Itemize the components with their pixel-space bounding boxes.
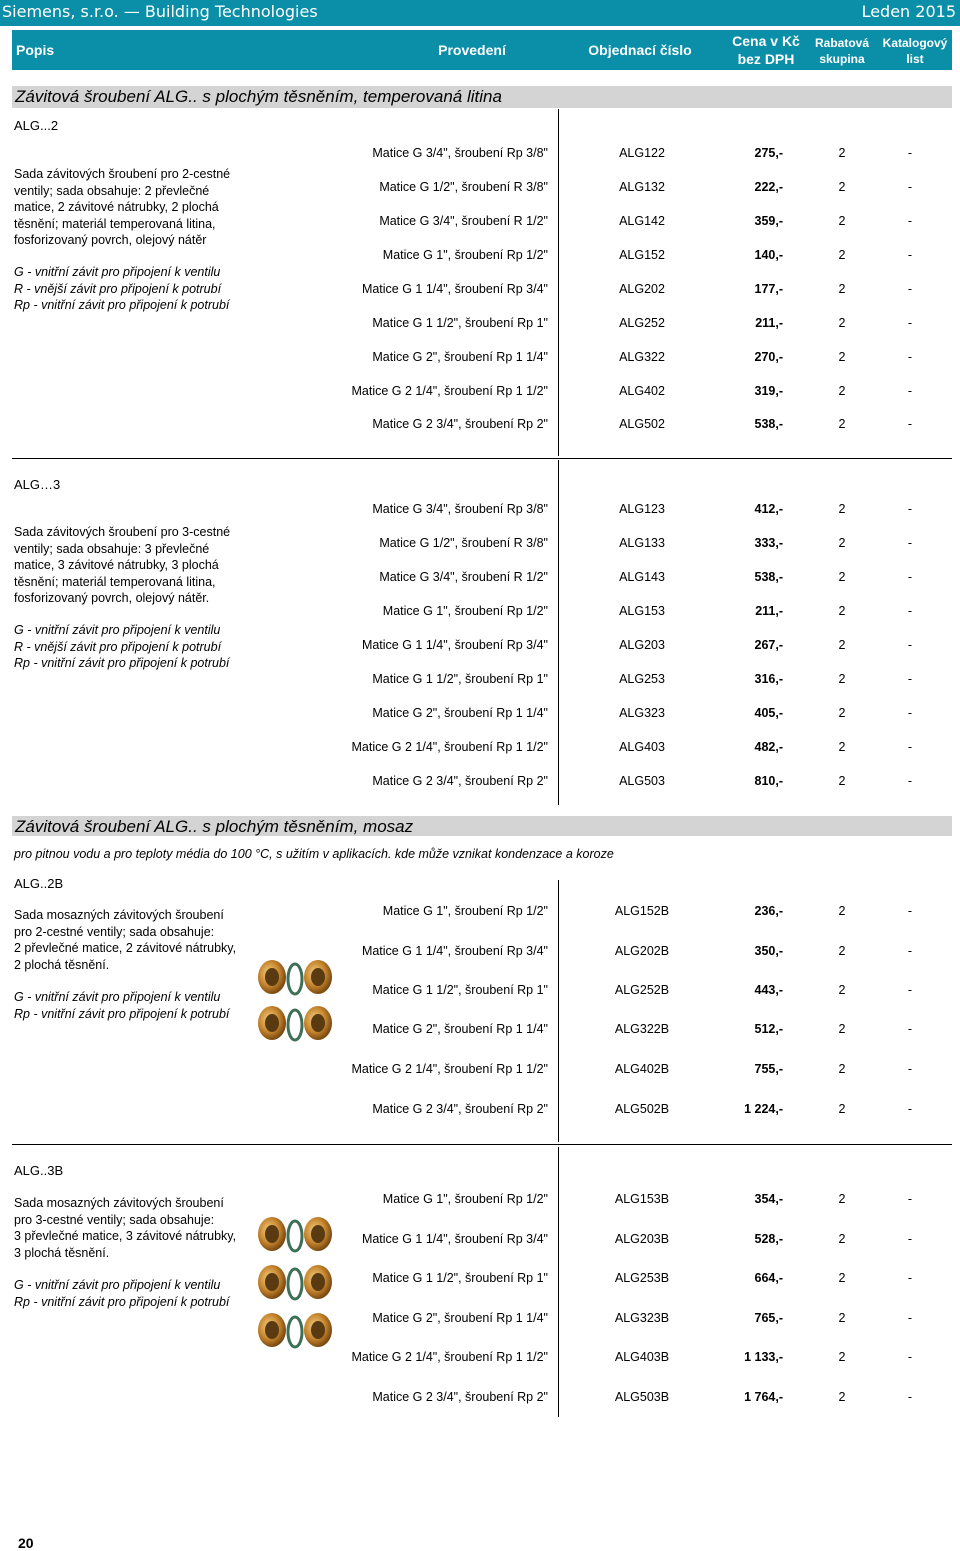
provedeni-cell: Matice G 2", šroubení Rp 1 1/4" — [372, 1022, 548, 1036]
price-cell: 319,- — [754, 384, 783, 398]
gasket-icon — [288, 964, 302, 994]
order-number-cell: ALG123 — [619, 502, 665, 516]
desc-line: těsnění; materiál temperovaná litina, — [14, 216, 216, 231]
price-cell: 1 224,- — [744, 1102, 783, 1116]
col-cena-1: Cena v Kč — [732, 33, 800, 49]
order-number-cell: ALG152B — [614, 904, 670, 918]
order-number-cell: ALG402 — [619, 384, 665, 398]
provedeni-cell: Matice G 2 3/4", šroubení Rp 2" — [372, 1102, 548, 1116]
catalog-sheet-cell: - — [907, 1311, 913, 1325]
thread-legend — [14, 1277, 229, 1310]
provedeni-cell: Matice G 1 1/4", šroubení Rp 3/4" — [361, 944, 548, 958]
order-number-cell: ALG323 — [619, 706, 665, 720]
order-number-cell: ALG203B — [614, 1232, 670, 1246]
catalog-sheet-cell: - — [907, 672, 913, 686]
desc-line: ventily; sada obsahuje: 3 převlečné — [14, 541, 210, 556]
gasket-icon — [288, 1221, 302, 1251]
thread-legend — [14, 622, 229, 672]
order-number-cell: ALG322B — [614, 1022, 670, 1036]
order-number-cell: ALG323B — [614, 1311, 670, 1325]
group-description — [14, 907, 236, 973]
discount-group-cell: 2 — [838, 604, 846, 618]
order-number-cell: ALG143 — [619, 570, 665, 584]
col-rabat-1: Rabatová — [814, 36, 870, 50]
discount-group-cell: 2 — [838, 983, 846, 997]
provedeni-cell: Matice G 2 1/4", šroubení Rp 1 1/2" — [351, 1350, 548, 1364]
catalog-sheet-cell: - — [907, 774, 913, 788]
top-bar — [0, 0, 960, 26]
catalog-sheet-cell: - — [907, 536, 913, 550]
order-number-cell: ALG152 — [619, 248, 665, 262]
price-cell: 528,- — [754, 1232, 783, 1246]
desc-line: fosforizovaný povrch, olejový nátěr — [14, 233, 207, 248]
price-cell: 512,- — [754, 1022, 783, 1036]
provedeni-cell: Matice G 2 3/4", šroubení Rp 2" — [372, 1390, 548, 1404]
divider-col — [558, 460, 559, 805]
provedeni-cell: Matice G 3/4", šroubení R 1/2" — [379, 570, 548, 584]
price-cell: 267,- — [754, 638, 783, 652]
provedeni-cell: Matice G 2 1/4", šroubení Rp 1 1/2" — [351, 740, 548, 754]
section-note: pro pitnou vodu a pro teploty média do 100 °C, s užitím v aplikacích. kde může vznikat kondenzace a koroze — [14, 847, 614, 861]
company-name: Siemens, s.r.o. — Building Technologies — [2, 2, 318, 21]
provedeni-cell: Matice G 1 1/2", šroubení Rp 1" — [372, 1271, 548, 1285]
provedeni-cell: Matice G 2 1/4", šroubení Rp 1 1/2" — [351, 384, 548, 398]
catalog-sheet-cell: - — [907, 1232, 913, 1246]
price-cell: 333,- — [754, 536, 783, 550]
brass-nipple-icon — [304, 1313, 332, 1347]
order-number-cell: ALG202 — [619, 282, 665, 296]
thread-legend — [14, 264, 229, 314]
price-cell: 211,- — [755, 604, 783, 618]
provedeni-cell: Matice G 2 3/4", šroubení Rp 2" — [372, 417, 548, 431]
legend-line: G - vnitřní závit pro připojení k ventilu — [14, 623, 221, 637]
desc-line: Sada závitových šroubení pro 2-cestné — [14, 167, 231, 181]
catalog-sheet-cell: - — [907, 604, 913, 618]
legend-line: Rp - vnitřní závit pro připojení k potrubí — [14, 1006, 230, 1021]
provedeni-cell: Matice G 3/4", šroubení Rp 3/8" — [372, 502, 548, 516]
order-number-cell: ALG403 — [619, 740, 665, 754]
provedeni-cell: Matice G 1 1/4", šroubení Rp 3/4" — [361, 1232, 548, 1246]
order-number-cell: ALG502 — [619, 417, 665, 431]
provedeni-cell: Matice G 1 1/4", šroubení Rp 3/4" — [361, 638, 548, 652]
legend-line: Rp - vnitřní závit pro připojení k potrubí — [14, 656, 230, 671]
order-number-cell: ALG322 — [619, 350, 665, 364]
catalog-sheet-cell: - — [907, 1350, 913, 1364]
catalog-sheet-cell: - — [907, 1390, 913, 1404]
catalog-sheet-cell: - — [907, 904, 913, 918]
legend-line: G - vnitřní závit pro připojení k ventilu — [14, 265, 221, 279]
discount-group-cell: 2 — [838, 1102, 846, 1116]
provedeni-cell: Matice G 1/2", šroubení R 3/8" — [379, 180, 548, 194]
discount-group-cell: 2 — [838, 1350, 846, 1364]
order-number-cell: ALG402B — [614, 1062, 670, 1076]
catalog-sheet-cell: - — [907, 384, 913, 398]
group-description — [14, 166, 230, 249]
order-number-cell: ALG133 — [619, 536, 665, 550]
desc-line: 3 převlečné matice, 3 závitové nátrubky, — [14, 1229, 237, 1244]
provedeni-cell: Matice G 1 1/2", šroubení Rp 1" — [372, 983, 548, 997]
discount-group-cell: 2 — [838, 502, 846, 516]
catalog-sheet-cell: - — [907, 502, 913, 516]
brass-nut-icon — [258, 1313, 286, 1347]
price-cell: 350,- — [754, 944, 783, 958]
catalog-sheet-cell: - — [907, 146, 913, 160]
gasket-icon — [288, 1317, 302, 1347]
brass-nut-icon — [258, 1217, 286, 1251]
row-divider — [12, 458, 952, 459]
provedeni-cell: Matice G 1 1/2", šroubení Rp 1" — [372, 316, 548, 330]
provedeni-cell: Matice G 2", šroubení Rp 1 1/4" — [372, 350, 548, 364]
provedeni-cell: Matice G 2", šroubení Rp 1 1/4" — [372, 706, 548, 720]
discount-group-cell: 2 — [838, 904, 846, 918]
discount-group-cell: 2 — [838, 570, 846, 584]
brass-nut-icon — [258, 1265, 286, 1299]
fitting-product-image — [255, 1214, 335, 1352]
group-code: ALG..3B — [14, 1163, 64, 1178]
discount-group-cell: 2 — [838, 146, 846, 160]
order-number-cell: ALG503B — [614, 1390, 670, 1404]
discount-group-cell: 2 — [838, 638, 846, 652]
price-cell: 316,- — [754, 672, 783, 686]
order-number-cell: ALG403B — [614, 1350, 670, 1364]
group-code: ALG..2B — [14, 876, 64, 891]
price-cell: 177,- — [754, 282, 783, 296]
provedeni-cell: Matice G 1 1/4", šroubení Rp 3/4" — [361, 282, 548, 296]
desc-line: matice, 3 závitové nátrubky, 3 plochá — [14, 558, 219, 573]
discount-group-cell: 2 — [838, 1062, 846, 1076]
catalog-sheet-cell: - — [907, 417, 913, 431]
thread-legend — [14, 989, 229, 1022]
order-number-cell: ALG122 — [619, 146, 665, 160]
catalog-sheet-cell: - — [907, 1062, 913, 1076]
catalog-sheet-cell: - — [907, 638, 913, 652]
catalog-sheet-cell: - — [907, 983, 913, 997]
catalog-sheet-cell: - — [907, 570, 913, 584]
col-katalog-1: Katalogový — [882, 36, 948, 50]
price-cell: 538,- — [754, 417, 783, 431]
discount-group-cell: 2 — [838, 316, 846, 330]
discount-group-cell: 2 — [838, 214, 846, 228]
discount-group-cell: 2 — [838, 417, 846, 431]
desc-line: 3 plochá těsnění. — [14, 1245, 110, 1260]
discount-group-cell: 2 — [838, 1192, 846, 1206]
col-katalog-2: list — [906, 52, 924, 66]
discount-group-cell: 2 — [838, 1271, 846, 1285]
provedeni-cell: Matice G 1", šroubení Rp 1/2" — [382, 604, 548, 618]
price-cell: 412,- — [754, 502, 783, 516]
catalog-sheet-cell: - — [907, 1192, 913, 1206]
price-cell: 755,- — [754, 1062, 783, 1076]
discount-group-cell: 2 — [838, 1390, 846, 1404]
provedeni-cell: Matice G 1/2", šroubení R 3/8" — [379, 536, 548, 550]
col-provedeni: Provedení — [438, 42, 506, 58]
desc-line: Sada závitových šroubení pro 3-cestné — [14, 525, 231, 539]
provedeni-cell: Matice G 1 1/2", šroubení Rp 1" — [372, 672, 548, 686]
divider-col — [558, 880, 559, 1142]
desc-line: pro 2-cestné ventily; sada obsahuje: — [14, 924, 215, 939]
discount-group-cell: 2 — [838, 1022, 846, 1036]
col-cena-2: bez DPH — [737, 51, 795, 67]
catalog-sheet-cell: - — [907, 944, 913, 958]
group-description — [14, 1195, 236, 1261]
col-popis: Popis — [16, 42, 55, 58]
group-description — [14, 524, 230, 607]
discount-group-cell: 2 — [838, 1232, 846, 1246]
brass-nipple-icon — [304, 1217, 332, 1251]
brass-nut-icon — [258, 1006, 286, 1040]
catalog-sheet-cell: - — [907, 1271, 913, 1285]
desc-line: Sada mosazných závitových šroubení — [14, 908, 224, 922]
catalog-sheet-cell: - — [907, 1102, 913, 1116]
provedeni-cell: Matice G 3/4", šroubení R 1/2" — [379, 214, 548, 228]
price-cell: 664,- — [754, 1271, 783, 1285]
discount-group-cell: 2 — [838, 1311, 846, 1325]
catalog-sheet-cell: - — [907, 350, 913, 364]
row-divider — [12, 1144, 952, 1145]
discount-group-cell: 2 — [838, 706, 846, 720]
col-rabat-2: skupina — [819, 52, 865, 66]
discount-group-cell: 2 — [838, 180, 846, 194]
price-cell: 270,- — [754, 350, 783, 364]
document-date: Leden 2015 — [861, 2, 956, 21]
order-number-cell: ALG202B — [614, 944, 670, 958]
discount-group-cell: 2 — [838, 248, 846, 262]
price-cell: 275,- — [754, 146, 783, 160]
desc-line: fosforizovaný povrch, olejový nátěr. — [14, 591, 210, 606]
desc-line: ventily; sada obsahuje: 2 převlečné — [14, 183, 210, 198]
section-title-text: Závitová šroubení ALG.. s plochým těsněním, temperovaná litina — [15, 87, 502, 106]
provedeni-cell: Matice G 2 1/4", šroubení Rp 1 1/2" — [351, 1062, 548, 1076]
gasket-icon — [288, 1269, 302, 1299]
price-cell: 810,- — [754, 774, 783, 788]
catalog-sheet-cell: - — [907, 282, 913, 296]
brass-nipple-icon — [304, 1006, 332, 1040]
price-cell: 236,- — [754, 904, 783, 918]
legend-line: G - vnitřní závit pro připojení k ventilu — [14, 1278, 221, 1292]
price-cell: 1 764,- — [744, 1390, 783, 1404]
order-number-cell: ALG252B — [614, 983, 670, 997]
price-cell: 354,- — [754, 1192, 783, 1206]
table-header — [12, 30, 952, 70]
desc-line: 2 plochá těsnění. — [14, 957, 110, 972]
divider-col — [558, 1147, 559, 1417]
gasket-icon — [288, 1010, 302, 1040]
order-number-cell: ALG253 — [619, 672, 665, 686]
provedeni-cell: Matice G 1", šroubení Rp 1/2" — [382, 1192, 548, 1206]
order-number-cell: ALG153 — [619, 604, 665, 618]
order-number-cell: ALG203 — [619, 638, 665, 652]
section-title-litina — [12, 86, 952, 108]
discount-group-cell: 2 — [838, 350, 846, 364]
catalog-sheet-cell: - — [907, 1022, 913, 1036]
divider-col — [558, 109, 559, 456]
brass-nipple-icon — [304, 960, 332, 994]
order-number-cell: ALG502B — [614, 1102, 670, 1116]
catalog-sheet-cell: - — [907, 740, 913, 754]
page-number: 20 — [18, 1535, 34, 1551]
legend-line: R - vnější závit pro připojení k potrubí — [14, 281, 222, 296]
catalog-sheet-cell: - — [907, 248, 913, 262]
price-cell: 359,- — [754, 214, 783, 228]
price-cell: 482,- — [754, 740, 783, 754]
desc-line: Sada mosazných závitových šroubení — [14, 1196, 224, 1210]
order-number-cell: ALG153B — [614, 1192, 670, 1206]
brass-nipple-icon — [304, 1265, 332, 1299]
catalog-sheet-cell: - — [907, 180, 913, 194]
provedeni-cell: Matice G 2 3/4", šroubení Rp 2" — [372, 774, 548, 788]
discount-group-cell: 2 — [838, 774, 846, 788]
fitting-product-image — [255, 955, 335, 1047]
discount-group-cell: 2 — [838, 944, 846, 958]
price-cell: 211,- — [755, 316, 783, 330]
section-title-text: Závitová šroubení ALG.. s plochým těsněním, mosaz — [15, 817, 414, 836]
desc-line: pro 3-cestné ventily; sada obsahuje: — [14, 1212, 215, 1227]
price-cell: 538,- — [754, 570, 783, 584]
section-title-mosaz — [12, 816, 952, 836]
discount-group-cell: 2 — [838, 740, 846, 754]
legend-line: R - vnější závit pro připojení k potrubí — [14, 639, 222, 654]
discount-group-cell: 2 — [838, 536, 846, 550]
price-cell: 765,- — [754, 1311, 783, 1325]
desc-line: matice, 2 závitové nátrubky, 2 plochá — [14, 200, 219, 215]
catalog-sheet-cell: - — [907, 706, 913, 720]
price-cell: 140,- — [754, 248, 783, 262]
price-cell: 405,- — [754, 706, 783, 720]
legend-line: Rp - vnitřní závit pro připojení k potrubí — [14, 298, 230, 313]
provedeni-cell: Matice G 1", šroubení Rp 1/2" — [382, 904, 548, 918]
col-objednaci: Objednací číslo — [588, 42, 692, 58]
order-number-cell: ALG503 — [619, 774, 665, 788]
price-cell: 222,- — [754, 180, 783, 194]
discount-group-cell: 2 — [838, 384, 846, 398]
group-code: ALG…3 — [14, 477, 61, 492]
price-cell: 1 133,- — [744, 1350, 783, 1364]
discount-group-cell: 2 — [838, 282, 846, 296]
group-code: ALG...2 — [14, 118, 59, 133]
desc-line: těsnění; materiál temperovaná litina, — [14, 574, 216, 589]
legend-line: Rp - vnitřní závit pro připojení k potrubí — [14, 1294, 230, 1309]
price-cell: 443,- — [754, 983, 783, 997]
catalog-sheet-cell: - — [907, 214, 913, 228]
provedeni-cell: Matice G 3/4", šroubení Rp 3/8" — [372, 146, 548, 160]
order-number-cell: ALG253B — [614, 1271, 670, 1285]
brass-nut-icon — [258, 960, 286, 994]
discount-group-cell: 2 — [838, 672, 846, 686]
desc-line: 2 převlečné matice, 2 závitové nátrubky, — [14, 941, 237, 956]
provedeni-cell: Matice G 1", šroubení Rp 1/2" — [382, 248, 548, 262]
order-number-cell: ALG142 — [619, 214, 665, 228]
catalog-sheet-cell: - — [907, 316, 913, 330]
order-number-cell: ALG252 — [619, 316, 665, 330]
provedeni-cell: Matice G 2", šroubení Rp 1 1/4" — [372, 1311, 548, 1325]
legend-line: G - vnitřní závit pro připojení k ventilu — [14, 990, 221, 1004]
order-number-cell: ALG132 — [619, 180, 665, 194]
